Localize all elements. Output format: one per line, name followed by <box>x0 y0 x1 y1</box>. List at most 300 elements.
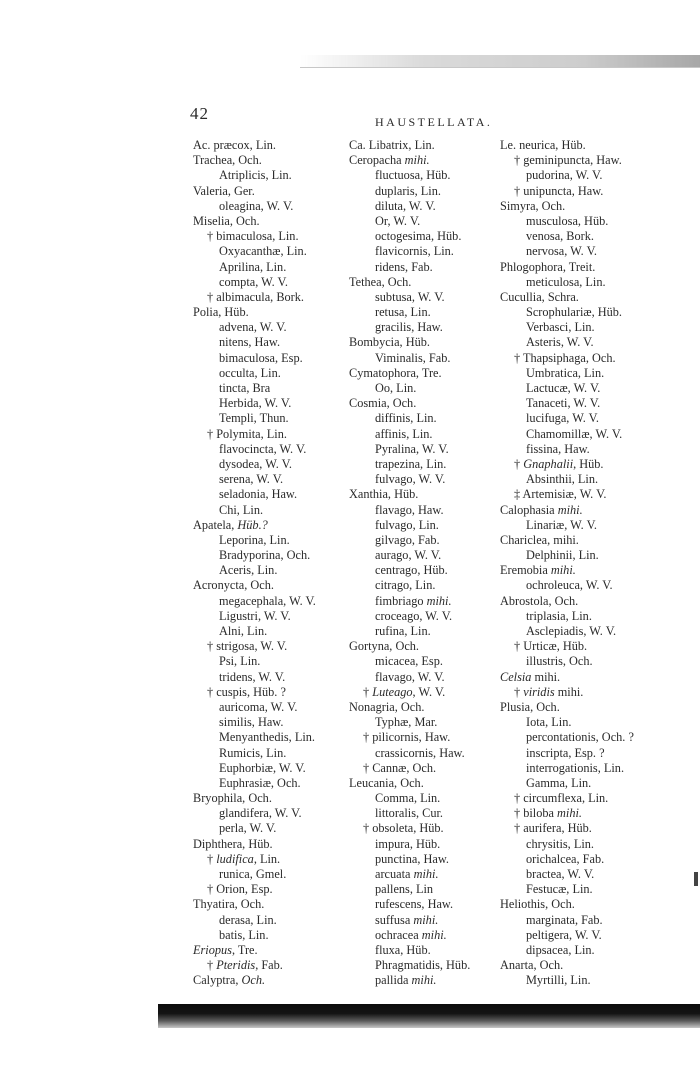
index-entry <box>349 548 470 563</box>
index-entry <box>193 153 316 168</box>
entry-text: Viminalis, Fab. <box>375 350 451 365</box>
entry-text: Leucania, Och. <box>349 775 424 790</box>
index-entry <box>349 533 470 548</box>
entry-text: bractea, W. V. <box>526 867 595 881</box>
entry-text: † <box>514 456 524 471</box>
index-entry <box>500 670 634 685</box>
index-entry <box>349 320 470 335</box>
index-entry <box>500 852 634 867</box>
index-entry <box>193 730 316 745</box>
index-entry <box>193 958 316 973</box>
entry-text: ochroleuca, W. V. <box>526 578 613 593</box>
entry-text: ridens, Fab. <box>375 259 433 274</box>
entry-text: pallens, Lin <box>375 882 434 897</box>
index-entry <box>500 411 634 426</box>
entry-text: Iota, Lin. <box>526 715 572 730</box>
scan-bottom-edge <box>158 1004 700 1028</box>
entry-text: Valeria, Ger. <box>193 183 255 198</box>
entry-text: † Cannæ, Och. <box>363 760 437 775</box>
index-entry <box>193 928 316 943</box>
entry-text: † geminipuncta, Haw. <box>514 153 622 168</box>
entry-text: , Fab. <box>255 958 283 973</box>
index-entry <box>349 670 470 685</box>
entry-text: Lactucæ, W. V. <box>526 381 601 395</box>
index-entry <box>193 184 316 199</box>
index-entry <box>193 609 316 624</box>
entry-text: Myrtilli, Lin. <box>526 973 591 988</box>
index-entry <box>349 184 470 199</box>
entry-text: oleagina, W. V. <box>219 198 294 213</box>
entry-text: † obsoleta, Hüb. <box>363 821 444 836</box>
entry-text: , Lin. <box>253 851 281 866</box>
index-entry <box>193 335 316 350</box>
index-entry <box>500 427 634 442</box>
index-entry <box>193 168 316 183</box>
entry-italic-text: mihi. <box>550 563 576 578</box>
index-entry <box>193 503 316 518</box>
entry-text: nervosa, W. V. <box>526 244 597 259</box>
entry-text: Comma, Lin. <box>375 791 441 806</box>
index-entry <box>500 837 634 852</box>
index-entry <box>500 913 634 928</box>
entry-text: Tethea, Och. <box>349 274 412 289</box>
entry-text: Ceropacha <box>349 153 405 168</box>
index-entry <box>193 563 316 578</box>
index-entry <box>193 260 316 275</box>
index-entry <box>349 442 470 457</box>
entry-text: Calyptra, <box>193 973 242 988</box>
index-entry <box>193 973 316 988</box>
index-entry <box>349 867 470 882</box>
entry-text: tridens, W. V. <box>219 669 286 684</box>
index-entry <box>500 533 634 548</box>
entry-text: Aceris, Lin. <box>219 563 278 578</box>
entry-text: Simyra, Och. <box>500 198 566 213</box>
entry-text: Acronycta, Och. <box>193 578 274 593</box>
index-entry <box>193 806 316 821</box>
index-entry <box>349 806 470 821</box>
index-entry <box>193 229 316 244</box>
entry-text: Pyralina, W. V. <box>375 441 449 456</box>
entry-text: Asclepiadis, W. V. <box>526 624 617 638</box>
entry-text: † strigosa, W. V. <box>207 639 288 654</box>
entry-text: † bimaculosa, Lin. <box>207 229 299 244</box>
entry-text: flavocincta, W. V. <box>219 441 307 456</box>
index-entry <box>500 928 634 943</box>
entry-italic-text: mihi. <box>557 502 583 517</box>
index-entry <box>500 594 634 609</box>
index-entry <box>193 290 316 305</box>
entry-text: Festucæ, Lin. <box>526 882 593 897</box>
entry-text: Absinthii, Lin. <box>526 472 599 487</box>
index-entry <box>193 320 316 335</box>
index-entry <box>349 578 470 593</box>
entry-text: Eremobia <box>500 563 551 578</box>
index-entry <box>349 958 470 973</box>
index-entry <box>500 503 634 518</box>
entry-text: megacephala, W. V. <box>219 593 316 608</box>
index-entry <box>349 609 470 624</box>
index-entry <box>193 715 316 730</box>
index-entry <box>349 244 470 259</box>
running-head: HAUSTELLATA. <box>375 115 493 129</box>
entry-text: littoralis, Cur. <box>375 806 443 821</box>
entry-text: † <box>514 684 524 699</box>
entry-text: Alni, Lin. <box>219 624 268 638</box>
entry-text: auricoma, W. V. <box>219 699 298 714</box>
entry-text: bimaculosa, Esp. <box>219 350 303 365</box>
entry-text: ‡ Artemisiæ, W. V. <box>514 487 607 502</box>
index-entry <box>349 518 470 533</box>
entry-text: flavago, Haw. <box>375 502 444 517</box>
entry-text: Apatela, <box>193 517 238 532</box>
index-entry <box>193 442 316 457</box>
entry-text: fimbriago <box>375 593 427 608</box>
entry-text: † unipuncta, Haw. <box>514 183 604 198</box>
index-entry <box>193 639 316 654</box>
page-number: 42 <box>190 104 209 123</box>
index-entry <box>349 503 470 518</box>
entry-text: Verbasci, Lin. <box>526 320 595 335</box>
entry-text: glandifera, W. V. <box>219 806 302 821</box>
entry-text: Cosmia, Och. <box>349 396 417 411</box>
entry-text: Herbida, W. V. <box>219 396 292 411</box>
index-entry <box>193 381 316 396</box>
index-entry <box>349 700 470 715</box>
entry-text: † <box>207 958 217 973</box>
entry-text: compta, W. V. <box>219 274 288 289</box>
index-entry <box>193 685 316 700</box>
entry-text: Asteris, W. V. <box>526 335 594 350</box>
entry-text: , W. V. <box>412 684 446 699</box>
index-entry <box>349 730 470 745</box>
index-entry <box>349 260 470 275</box>
index-entry <box>500 487 634 502</box>
index-entry <box>500 761 634 776</box>
index-entry <box>349 411 470 426</box>
entry-text: Xanthia, Hüb. <box>349 487 419 502</box>
entry-text: Miselia, Och. <box>193 213 260 228</box>
entry-text: pudorina, W. V. <box>526 168 603 183</box>
entry-italic-text: mihi. <box>404 153 430 168</box>
entry-text: similis, Haw. <box>219 715 284 730</box>
index-entry <box>500 882 634 897</box>
index-entry <box>500 275 634 290</box>
entry-text: † <box>207 851 217 866</box>
entry-text: Menyanthedis, Lin. <box>219 730 315 745</box>
index-entry <box>349 943 470 958</box>
index-entry <box>349 487 470 502</box>
index-entry <box>500 563 634 578</box>
entry-text: Diphthera, Hüb. <box>193 836 273 851</box>
index-entry <box>500 654 634 669</box>
entry-text: Leporina, Lin. <box>219 532 290 547</box>
index-entry <box>193 761 316 776</box>
index-entry <box>500 138 634 153</box>
entry-text: illustris, Och. <box>526 654 593 669</box>
index-entry <box>193 351 316 366</box>
index-entry <box>349 639 470 654</box>
index-entry <box>500 821 634 836</box>
entry-text: flavago, W. V. <box>375 669 445 684</box>
index-entry <box>193 578 316 593</box>
index-entry <box>193 821 316 836</box>
entry-text: Euphrasiæ, Och. <box>219 775 301 790</box>
entry-text: runica, Gmel. <box>219 867 287 881</box>
entry-text: rufescens, Haw. <box>375 897 454 912</box>
index-entry <box>500 806 634 821</box>
index-entry <box>349 427 470 442</box>
entry-text: Aprilina, Lin. <box>219 259 287 274</box>
entry-text: Rumicis, Lin. <box>219 745 287 760</box>
index-entry <box>349 229 470 244</box>
entry-text: venosa, Bork. <box>526 229 594 244</box>
entry-text: Polia, Hüb. <box>193 305 249 320</box>
entry-text: arcuata <box>375 867 414 881</box>
index-entry <box>193 852 316 867</box>
index-entry <box>193 776 316 791</box>
entry-text: Umbratica, Lin. <box>526 365 605 380</box>
entry-text: Chi, Lin. <box>219 502 264 517</box>
entry-text: , Hüb. <box>573 456 604 471</box>
entry-text: marginata, Fab. <box>526 912 603 927</box>
entry-text: batis, Lin. <box>219 927 269 942</box>
entry-text: Typhæ, Mar. <box>375 715 438 730</box>
entry-text: † Orion, Esp. <box>207 882 273 897</box>
index-entry <box>500 973 634 988</box>
entry-text: nitens, Haw. <box>219 335 281 350</box>
index-entry <box>193 427 316 442</box>
entry-text: Tanaceti, W. V. <box>526 396 601 411</box>
entry-text: Euphorbiæ, W. V. <box>219 760 306 775</box>
index-entry <box>349 654 470 669</box>
index-entry <box>193 897 316 912</box>
entry-text: serena, W. V. <box>219 472 284 487</box>
index-entry <box>193 837 316 852</box>
entry-text: † Thapsiphaga, Och. <box>514 350 616 365</box>
entry-italic-text: Luteago <box>372 684 413 699</box>
entry-text: centrago, Hüb. <box>375 563 448 578</box>
index-entry <box>500 335 634 350</box>
entry-italic-text: mihi. <box>411 973 437 988</box>
index-entry <box>349 199 470 214</box>
entry-text: Delphinii, Lin. <box>526 548 599 563</box>
index-entry <box>349 715 470 730</box>
index-entry <box>500 244 634 259</box>
index-entry <box>349 305 470 320</box>
entry-text: Psi, Lin. <box>219 654 261 669</box>
index-entry <box>349 275 470 290</box>
entry-text: octogesima, Hüb. <box>375 229 462 244</box>
index-entry <box>193 472 316 487</box>
index-entry <box>349 913 470 928</box>
entry-text: Anarta, Och. <box>500 958 564 973</box>
entry-italic-text: Hüb.? <box>237 517 268 532</box>
entry-text: duplaris, Lin. <box>375 183 441 198</box>
index-entry <box>193 533 316 548</box>
entry-text: Gortyna, Och. <box>349 639 420 654</box>
entry-text: crassicornis, Haw. <box>375 745 465 760</box>
index-entry <box>193 882 316 897</box>
entry-text: retusa, Lin. <box>375 305 431 320</box>
entry-text: punctina, Haw. <box>375 851 449 866</box>
index-entry <box>349 290 470 305</box>
index-entry <box>193 791 316 806</box>
index-entry <box>500 229 634 244</box>
column-1 <box>193 138 316 989</box>
index-entry <box>193 867 316 882</box>
index-entry <box>349 882 470 897</box>
index-entry <box>500 290 634 305</box>
index-entry <box>193 244 316 259</box>
index-entry <box>193 275 316 290</box>
index-entry <box>193 700 316 715</box>
entry-text: Oo, Lin. <box>375 381 417 395</box>
entry-text: trapezina, Lin. <box>375 456 447 471</box>
entry-text: triplasia, Lin. <box>526 608 592 623</box>
index-entry <box>349 821 470 836</box>
entry-text: perla, W. V. <box>219 821 277 836</box>
index-entry <box>193 670 316 685</box>
index-entry <box>500 897 634 912</box>
index-entry <box>193 487 316 502</box>
entry-text: dysodea, W. V. <box>219 456 292 471</box>
index-entry <box>500 168 634 183</box>
index-entry <box>500 639 634 654</box>
entry-text: lucifuga, W. V. <box>526 411 599 426</box>
index-entry <box>349 381 470 396</box>
entry-text: Scrophulariæ, Hüb. <box>526 305 622 320</box>
entry-text: peltigera, W. V. <box>526 927 602 942</box>
index-entry <box>349 366 470 381</box>
index-entry <box>349 624 470 639</box>
entry-italic-text: Och. <box>241 973 266 988</box>
entry-text: seladonia, Haw. <box>219 487 298 502</box>
entry-text: Bradyporina, Och. <box>219 548 311 563</box>
index-entry <box>349 351 470 366</box>
entry-text: fulvago, W. V. <box>375 472 446 487</box>
entry-text: † albimacula, Bork. <box>207 289 304 304</box>
index-entry <box>500 184 634 199</box>
index-entry <box>349 457 470 472</box>
entry-italic-text: Pteridis <box>216 958 256 973</box>
entry-text: diffinis, Lin. <box>375 411 437 426</box>
entry-italic-text: Celsia <box>500 669 532 684</box>
index-entry <box>349 973 470 988</box>
entry-text: diluta, W. V. <box>375 198 436 213</box>
index-entry <box>500 153 634 168</box>
index-entry <box>500 867 634 882</box>
index-entry <box>193 624 316 639</box>
index-entry <box>500 320 634 335</box>
index-entry <box>500 442 634 457</box>
index-entry <box>349 563 470 578</box>
index-entry <box>500 548 634 563</box>
entry-text: tincta, Bra <box>219 381 271 395</box>
index-entry <box>500 260 634 275</box>
index-entry <box>500 578 634 593</box>
index-entry <box>193 199 316 214</box>
entry-text: Linariæ, W. V. <box>526 517 597 532</box>
entry-text: affinis, Lin. <box>375 426 433 441</box>
index-entry <box>349 928 470 943</box>
entry-text: † circumflexa, Lin. <box>514 791 609 806</box>
entry-text: ochracea <box>375 927 422 942</box>
entry-text: Le. neurica, Hüb. <box>500 138 586 152</box>
entry-text: † pilicornis, Haw. <box>363 730 451 745</box>
entry-text: Atriplicis, Lin. <box>219 168 292 183</box>
entry-italic-text: viridis <box>523 684 555 699</box>
index-entry <box>500 199 634 214</box>
index-entry <box>500 457 634 472</box>
index-entry <box>500 396 634 411</box>
entry-text: Abrostola, Och. <box>500 593 579 608</box>
column-3 <box>500 138 634 989</box>
entry-italic-text: mihi. <box>413 867 439 881</box>
entry-text: chrysitis, Lin. <box>526 836 594 851</box>
entry-text: Ligustri, W. V. <box>219 608 291 623</box>
entry-text: Phragmatidis, Hüb. <box>375 958 471 973</box>
entry-text: Templi, Thun. <box>219 411 289 426</box>
entry-text: flavicornis, Lin. <box>375 244 454 259</box>
index-entry <box>500 715 634 730</box>
entry-text: impura, Hüb. <box>375 836 441 851</box>
index-entry <box>349 472 470 487</box>
index-entry <box>349 168 470 183</box>
index-entry <box>193 943 316 958</box>
entry-italic-text: Gnaphalii <box>523 456 574 471</box>
entry-text: fluctuosa, Hüb. <box>375 168 451 183</box>
entry-text: fissina, Haw. <box>526 441 590 456</box>
entry-text: percontationis, Och. ? <box>526 730 634 745</box>
entry-text: Thyatira, Och. <box>193 897 265 912</box>
index-entry <box>349 685 470 700</box>
index-entry <box>193 305 316 320</box>
index-entry <box>349 746 470 761</box>
index-entry <box>500 746 634 761</box>
entry-text: croceago, W. V. <box>375 608 453 623</box>
index-entry <box>193 396 316 411</box>
index-entry <box>500 958 634 973</box>
entry-text: Phlogophora, Treit. <box>500 259 596 274</box>
entry-text: † cuspis, Hüb. ? <box>207 684 286 699</box>
entry-text: interrogationis, Lin. <box>526 760 625 775</box>
entry-text: gilvago, Fab. <box>375 532 440 547</box>
entry-text: Trachea, Och. <box>193 153 262 168</box>
index-entry <box>500 624 634 639</box>
entry-text: suffusa <box>375 912 414 927</box>
entry-text: Nonagria, Och. <box>349 699 425 714</box>
index-entry <box>349 897 470 912</box>
entry-text: † Urticæ, Hüb. <box>514 639 588 654</box>
column-2 <box>349 138 470 989</box>
entry-italic-text: Eriopus <box>193 942 232 957</box>
index-entry <box>193 457 316 472</box>
entry-text: derasa, Lin. <box>219 912 277 927</box>
index-entry <box>193 548 316 563</box>
entry-italic-text: mihi. <box>421 927 447 942</box>
index-entry <box>349 214 470 229</box>
entry-text: mihi. <box>554 684 584 699</box>
entry-text: mihi. <box>531 669 561 684</box>
entry-text: citrago, Lin. <box>375 578 436 593</box>
entry-text: Ac. præcox, Lin. <box>193 138 276 152</box>
entry-text: † aurifera, Hüb. <box>514 821 592 836</box>
index-entry <box>500 518 634 533</box>
index-entry <box>193 746 316 761</box>
index-entry <box>349 138 470 153</box>
index-entry <box>500 730 634 745</box>
